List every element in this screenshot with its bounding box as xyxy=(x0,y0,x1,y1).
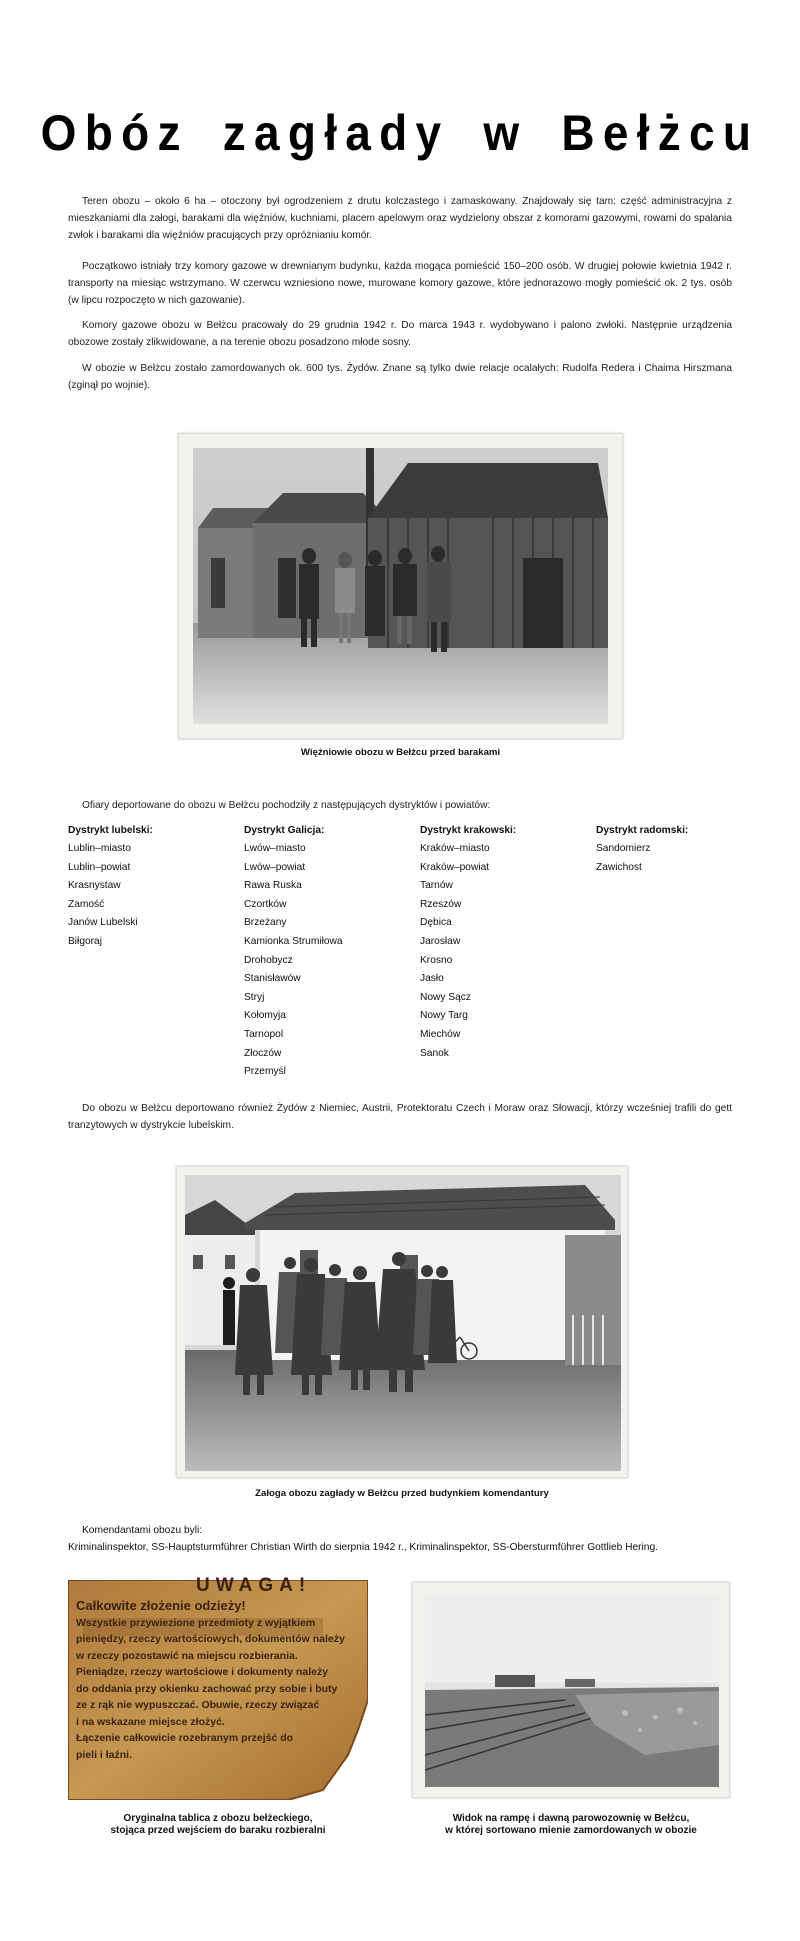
district-place: Rawa Ruska xyxy=(244,880,302,892)
district-heading: Dystrykt Galicja: xyxy=(244,825,325,836)
district-place: Przemyśl xyxy=(244,1066,286,1078)
caption-line: Widok na rampę i dawną parowozownię w Bełżcu, xyxy=(452,1813,690,1824)
sign-heading: UWAGA! xyxy=(196,1575,312,1596)
sign-line: Pieniądze, rzeczy wartościowe i dokumenty należy xyxy=(76,1666,329,1678)
district-place: Kołomyja xyxy=(244,1010,286,1022)
district-place: Janów Lubelski xyxy=(68,917,138,929)
district-place: Kraków–miasto xyxy=(420,843,490,854)
district-place: Kraków–powiat xyxy=(420,861,490,873)
photo-4-caption xyxy=(412,1813,730,1837)
district-heading: Dystrykt krakowski: xyxy=(420,825,517,836)
district-place: Sandomierz xyxy=(596,843,651,854)
district-place: Jarosław xyxy=(420,935,461,947)
district-lubelski xyxy=(68,822,238,952)
caption-line: Oryginalna tablica z obozu bełżeckiego, xyxy=(123,1813,313,1824)
photo-prisoners-barracks xyxy=(178,433,623,739)
district-place: Lwów–powiat xyxy=(244,861,306,873)
sign-line: Wszystkie przywiezione przedmioty z wyjątkiem xyxy=(76,1616,316,1629)
caption-line: stojąca przed wejściem do baraku rozbieralni xyxy=(110,1825,326,1836)
district-place: Jasło xyxy=(420,973,444,985)
district-place: Drohobycz xyxy=(244,954,293,966)
district-place: Dębica xyxy=(420,917,452,929)
photo-3-caption xyxy=(68,1813,368,1837)
district-place: Nowy Targ xyxy=(420,1010,468,1022)
sign-text xyxy=(76,1598,356,1763)
district-place: Kamionka Strumiłowa xyxy=(244,935,343,947)
sign-line: Łączenie całkowicie rozebranym przejść do xyxy=(76,1732,294,1744)
photo-1-caption: Więźniowie obozu w Bełżcu przed barakami xyxy=(300,747,501,758)
district-krakowski xyxy=(420,822,590,1063)
deportation-extra: Do obozu w Bełżcu deportowano również Żydów z Niemiec, Austrii, Protektoratu Czech i Moraw oraz Słowacji, którzy wcześniej trafili do gett tranzytowych w dystrykcie lubelskim. xyxy=(68,1103,732,1132)
photo-original-sign xyxy=(68,1575,368,1800)
district-place: Zawichost xyxy=(596,861,642,873)
sign-line: do oddania przy okienku zachować przy sobie i buty xyxy=(76,1682,338,1695)
district-place: Krosno xyxy=(420,954,453,966)
photo-2-caption: Załoga obozu zagłady w Bełżcu przed budynkiem komendantury xyxy=(255,1488,549,1499)
district-place: Lublin–miasto xyxy=(68,843,131,854)
district-radomski xyxy=(596,822,766,877)
district-place: Nowy Sącz xyxy=(420,991,471,1003)
district-place: Miechów xyxy=(420,1028,461,1040)
district-place: Sanok xyxy=(420,1047,449,1059)
commanders-label: Komendantami obozu byli: xyxy=(82,1525,203,1536)
sign-line: ze z rąk nie wypuszczać. Obuwie, rzeczy związać xyxy=(76,1699,320,1711)
district-place: Rzeszów xyxy=(420,898,462,910)
photo-ramp-locomotive-shed xyxy=(412,1582,730,1798)
intro-paragraph-2: Początkowo istniały trzy komory gazowe w drewnianym budynku, każda mogąca pomieścić 150–200 osób. W drugiej połowie kwietnia 1942 r. transporty na miesiąc wstrzymano. W czerwcu wzniesiono nowe, murowane komory gazowe, które jednorazowo mogły pomieścić ok. 2 tys. osób (w lipcu rozpoczęto w nich gazowanie). xyxy=(68,261,732,307)
district-place: Zamość xyxy=(68,898,105,910)
commanders-text: Kriminalinspektor, SS-Hauptsturmführer Christian Wirth do sierpnia 1942 r., Kriminalinspektor, SS-Obersturmführer Gottlieb Hering. xyxy=(68,1542,658,1553)
intro-paragraph-1: Teren obozu – około 6 ha – otoczony był ogrodzeniem z drutu kolczastego i zamaskowany. Znajdowały się tam: część administracyjna z mieszkaniami dla załogi, barakami dla więźniów, kuchniami, placem apelowym oraz wydzielony obszar z komorami gazowymi, rowami do spalania zwłok i barakami dla więźniów pracujących przy opróżnianiu komór. xyxy=(68,196,732,242)
staff-photo-image xyxy=(185,1175,621,1471)
district-place: Stryj xyxy=(244,991,265,1003)
sign-line: pieniędzy, rzeczy wartościowych, dokumentów należy xyxy=(76,1633,345,1645)
district-place: Lwów–miasto xyxy=(244,843,306,854)
district-place: Lublin–powiat xyxy=(68,861,131,873)
sign-line: w rzeczy pozostawić na miejscu rozbierania. xyxy=(76,1649,298,1662)
district-place: Czortków xyxy=(244,898,287,910)
district-place: Tarnopol xyxy=(244,1028,284,1040)
barracks-photo-image xyxy=(193,448,608,724)
district-heading: Dystrykt radomski: xyxy=(596,825,689,836)
ramp-photo-image xyxy=(425,1595,719,1787)
photo-camp-staff xyxy=(176,1166,628,1478)
sign-line: Całkowite złożenie odzieży! xyxy=(76,1598,246,1613)
caption-line: w której sortowano mienie zamordowanych w obozie xyxy=(445,1825,697,1836)
intro-paragraph-3: Komory gazowe obozu w Bełżcu pracowały do 29 grudnia 1942 r. Do marca 1943 r. wydobywano i palono zwłoki. Następnie urządzenia obozowe zostały zlikwidowane, a na terenie obozu posadzono młode sosny. xyxy=(68,320,732,349)
district-heading: Dystrykt lubelski: xyxy=(68,825,153,836)
sign-line: pieli i łaźni. xyxy=(76,1748,133,1761)
district-place: Złoczów xyxy=(244,1047,282,1059)
sign-line: i na wskazane miejsce złożyć. xyxy=(76,1715,225,1728)
district-place: Krasnystaw xyxy=(68,880,121,892)
intro-paragraph-4: W obozie w Bełżcu zostało zamordowanych ok. 600 tys. Żydów. Znane są tylko dwie relacje ocalałych: Rudolfa Redera i Chaima Hirszmana (zginął po wojnie). xyxy=(68,363,732,392)
district-galicja xyxy=(244,822,414,1082)
district-place: Brzeżany xyxy=(244,917,287,929)
district-place: Biłgoraj xyxy=(68,935,102,947)
district-place: Tarnów xyxy=(420,880,453,892)
district-place: Stanisławów xyxy=(244,973,301,985)
page-title: Obóz zagłady w Bełżcu xyxy=(40,105,760,161)
deportation-intro: Ofiary deportowane do obozu w Bełżcu pochodziły z następujących dystryktów i powiatów: xyxy=(82,800,491,811)
